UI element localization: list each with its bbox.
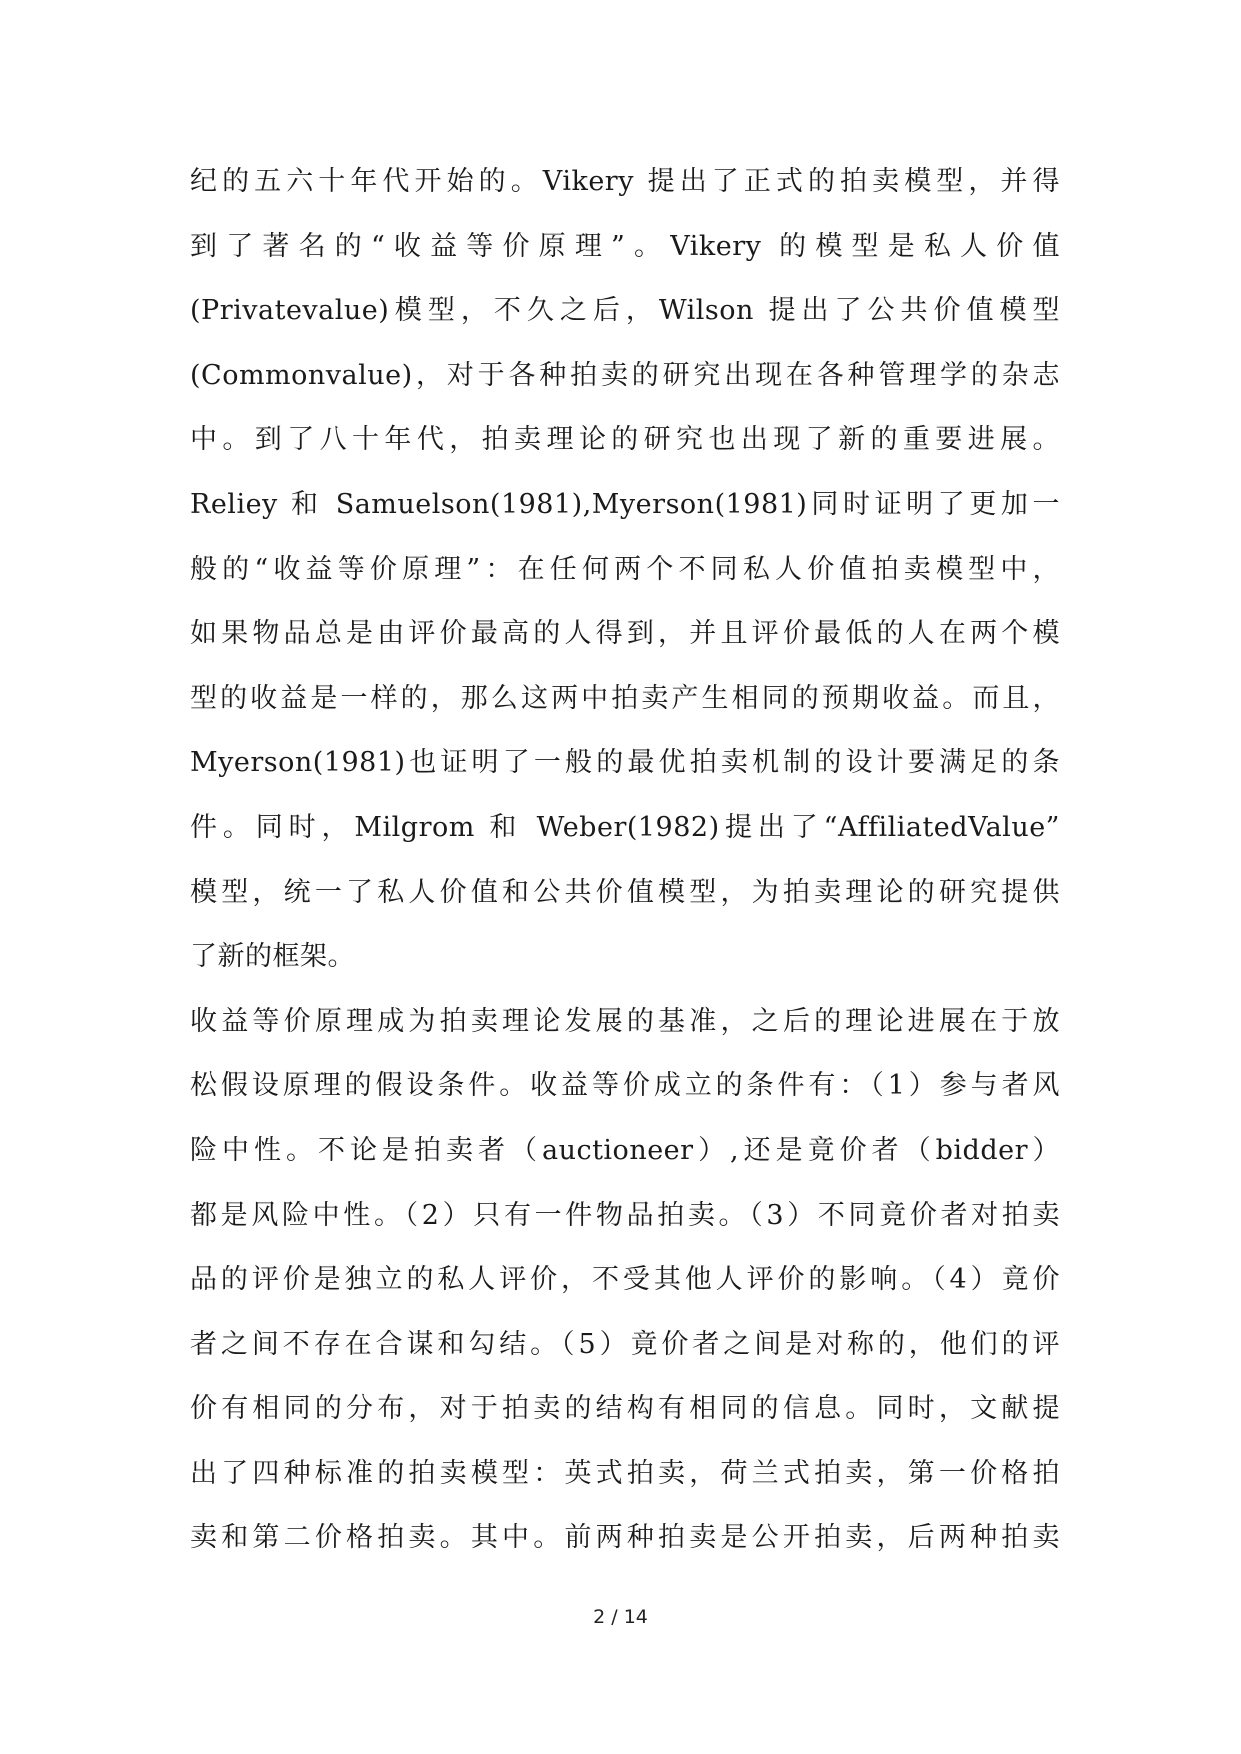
text-line: 件。同时，Milgrom 和 Weber(1982)提出了“AffiliatedValue” (190, 811, 1060, 843)
text-line: 纪的五六十年代开始的。Vikery 提出了正式的拍卖模型，并得 (190, 166, 1060, 197)
text-line: Reliey 和 Samuelson(1981),Myerson(1981)同时证明了更加一 (190, 488, 1060, 520)
text-line: 都是风险中性。（2）只有一件物品拍卖。（3）不同竟价者对拍卖 (190, 1199, 1060, 1231)
text-line: 卖和第二价格拍卖。其中。前两种拍卖是公开拍卖，后两种拍卖 (190, 1522, 1060, 1554)
text-line: 出了四种标准的拍卖模型：英式拍卖，荷兰式拍卖，第一价格拍 (190, 1457, 1060, 1489)
text-line: 型的收益是一样的，那么这两中拍卖产生相同的预期收益。而且， (190, 682, 1060, 714)
text-line: 险中性。不论是拍卖者（auctioneer）,还是竟价者（bidder） (190, 1134, 1060, 1166)
text-line: 价有相同的分布，对于拍卖的结构有相同的信息。同时，文献提 (190, 1393, 1060, 1425)
text-line: 者之间不存在合谋和勾结。（5）竟价者之间是对称的，他们的评 (190, 1328, 1060, 1360)
text-line: Myerson(1981)也证明了一般的最优拍卖机制的设计要满足的条 (190, 747, 1060, 779)
text-line: 品的评价是独立的私人评价，不受其他人评价的影响。（4）竟价 (190, 1264, 1060, 1296)
text-line: 如果物品总是由评价最高的人得到，并且评价最低的人在两个模 (190, 618, 1060, 650)
text-line: (Privatevalue)模型，不久之后，Wilson 提出了公共价值模型 (190, 295, 1060, 327)
paragraph-end-line: 了新的框架。 (190, 941, 355, 973)
text-line: 收益等价原理成为拍卖理论发展的基准，之后的理论进展在于放 (190, 1005, 1060, 1037)
text-line: 般的“收益等价原理”：在任何两个不同私人价值拍卖模型中， (190, 553, 1060, 585)
page-number: 2 / 14 (593, 1606, 648, 1628)
text-line: (Commonvalue)，对于各种拍卖的研究出现在各种管理学的杂志 (190, 359, 1060, 391)
text-line: 松假设原理的假设条件。收益等价成立的条件有：（1）参与者风 (190, 1070, 1060, 1102)
text-line: 模型，统一了私人价值和公共价值模型，为拍卖理论的研究提供 (190, 876, 1060, 908)
text-line: 中。到了八十年代，拍卖理论的研究也出现了新的重要进展。 (190, 424, 1060, 456)
body-text (190, 150, 1060, 1571)
text-line: 到了著名的“收益等价原理”。Vikery 的模型是私人价值 (190, 230, 1060, 262)
